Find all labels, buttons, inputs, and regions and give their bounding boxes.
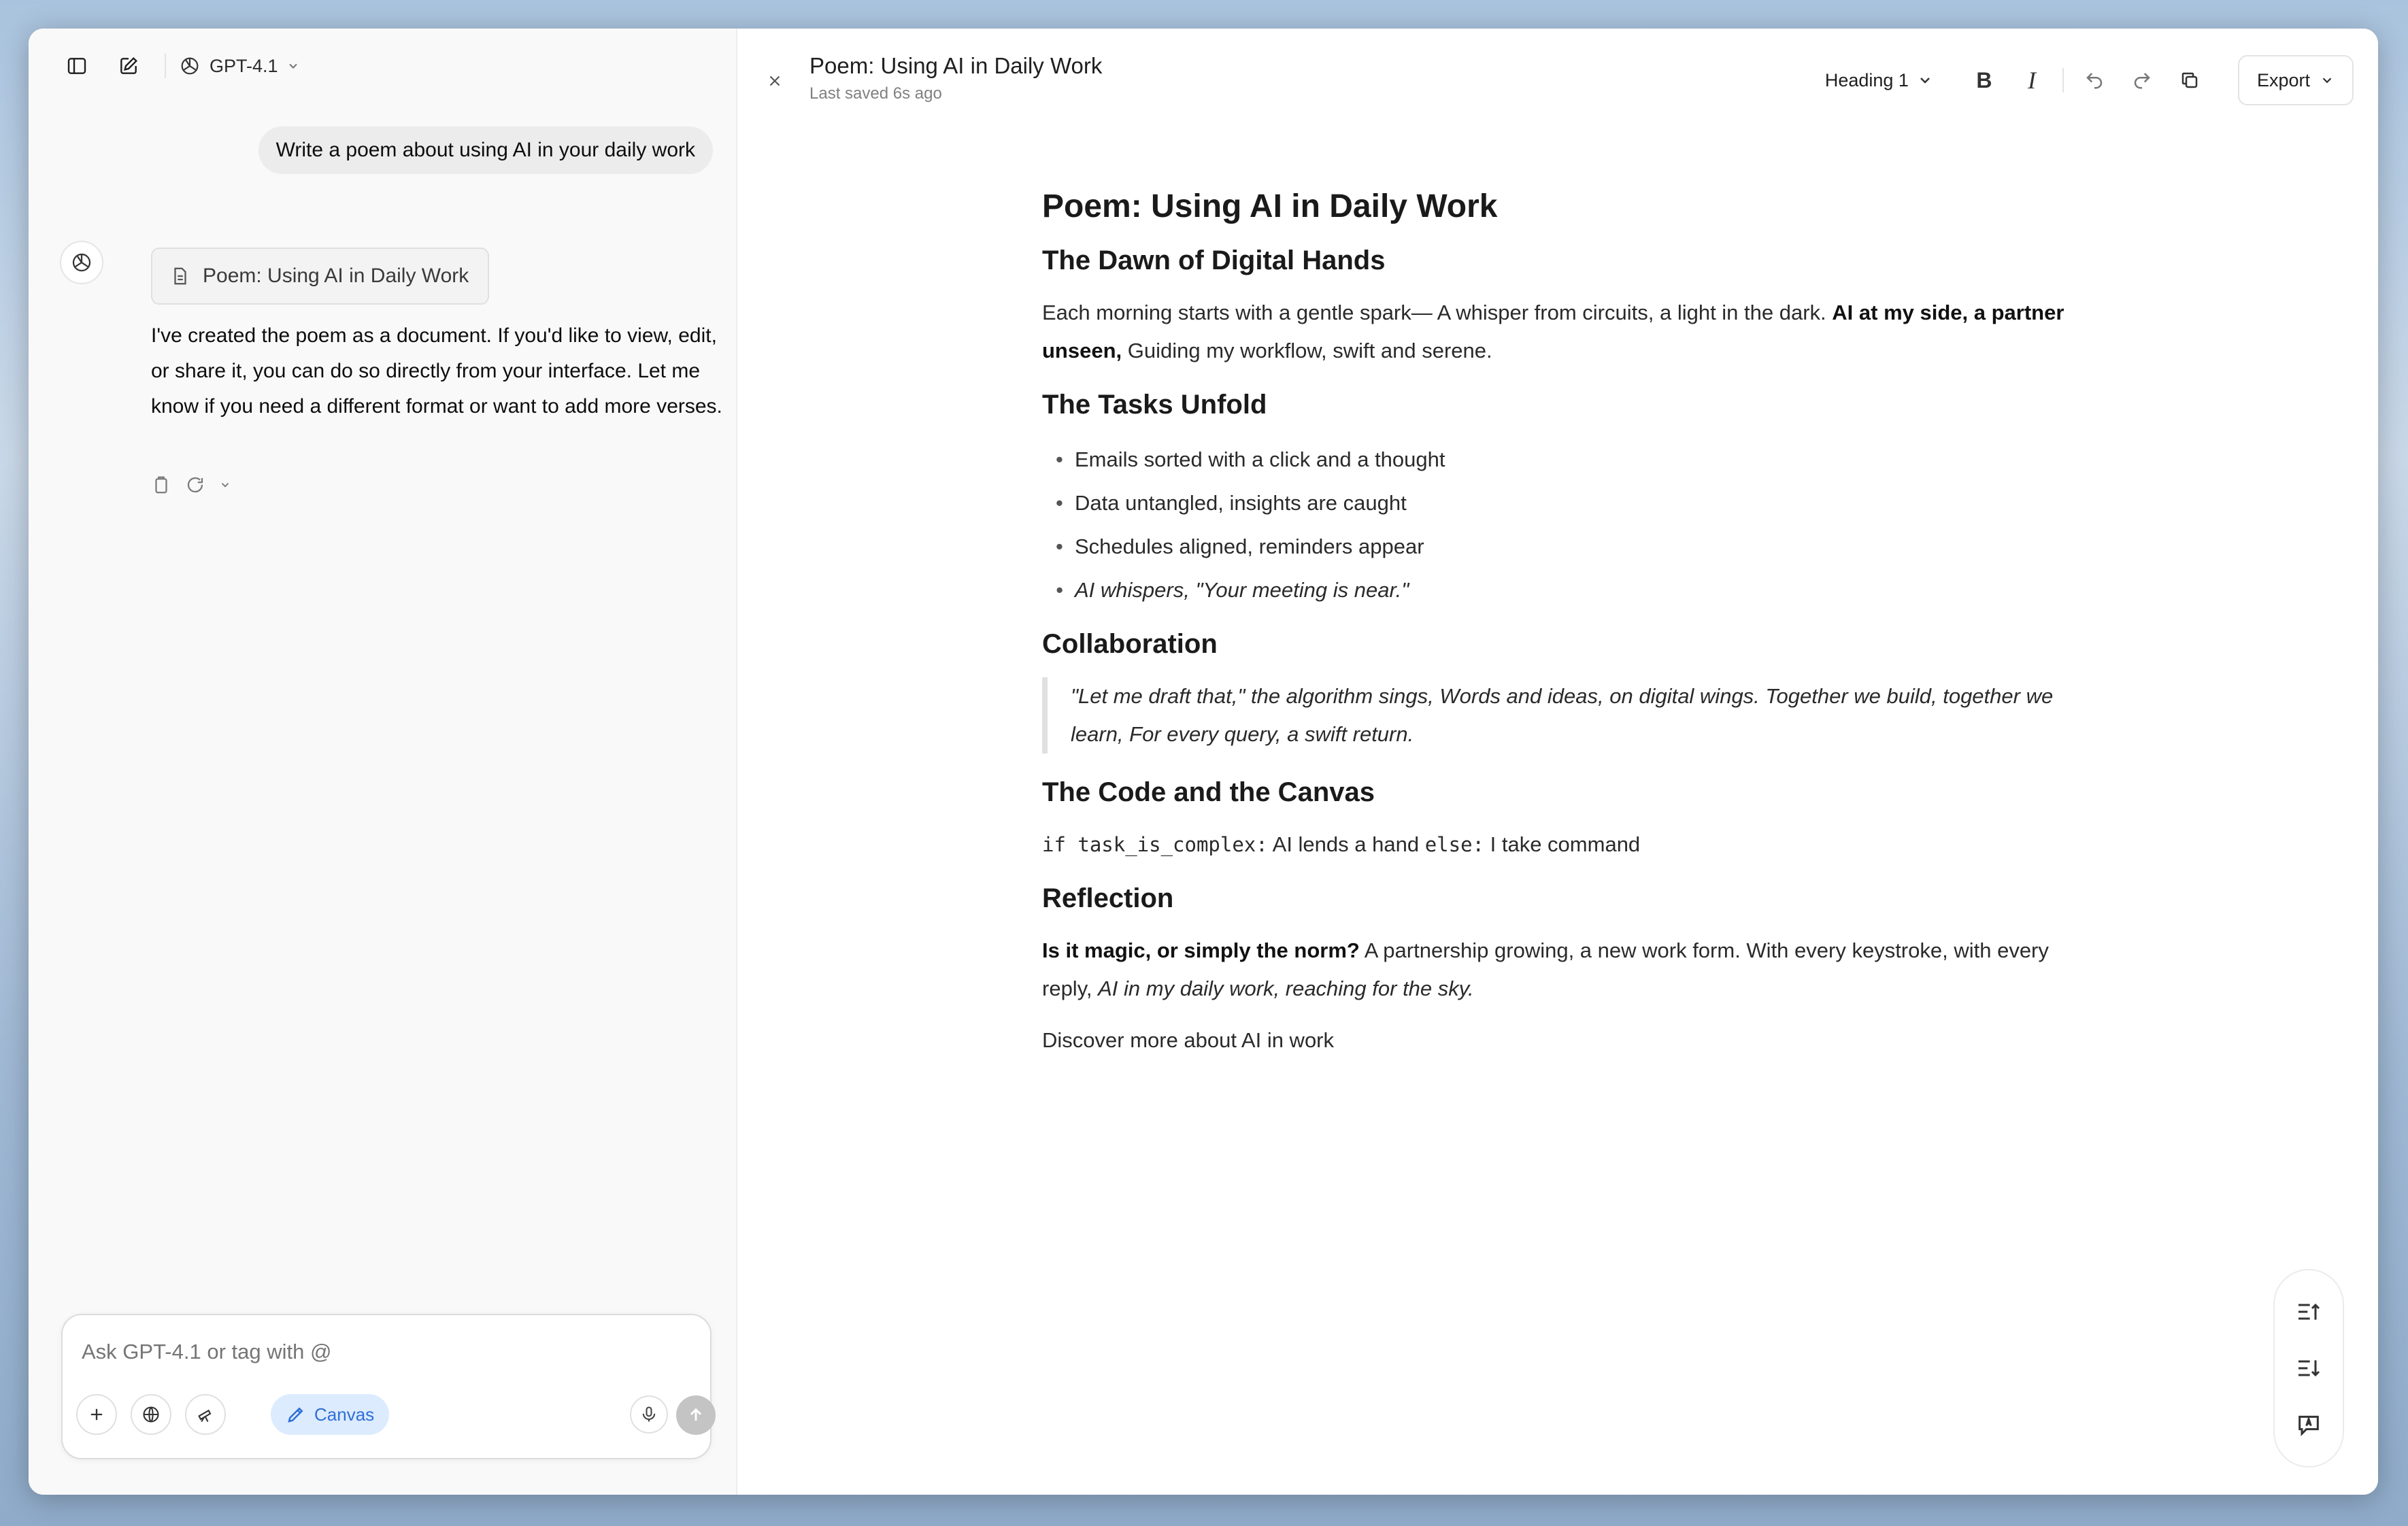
section-heading: Collaboration (1042, 629, 1218, 659)
chevron-down-icon (1917, 72, 1933, 88)
canvas-toggle-button[interactable] (271, 1394, 389, 1435)
copy-document-icon[interactable] (2166, 56, 2213, 104)
export-label: Export (2256, 69, 2310, 90)
inline-code: else: (1424, 833, 1485, 856)
list-item: • Schedules aligned, reminders appear (1042, 525, 2103, 569)
regenerate-options-chevron-icon[interactable] (219, 479, 231, 494)
attach-plus-icon[interactable] (76, 1394, 117, 1435)
bold-button[interactable]: B (1976, 67, 1992, 92)
chevron-down-icon (2320, 73, 2335, 88)
list-item: • Data untangled, insights are caught (1042, 481, 2103, 525)
canvas-side-tools (2273, 1269, 2344, 1468)
footer-line: Discover more about AI in work (1042, 1028, 1335, 1052)
redo-icon[interactable] (2118, 56, 2166, 104)
italic-text: AI in my daily work, reaching for the sky. (1098, 977, 1474, 1000)
sidebar-toggle-icon[interactable] (58, 48, 95, 84)
text-run: Each morning starts with a gentle spark— A whisper from circuits, a light in the dark. (1042, 301, 1833, 324)
new-chat-icon[interactable] (110, 48, 147, 84)
text-run: AI lends a hand (1267, 832, 1425, 856)
saved-status: Last saved 6s ago (809, 84, 942, 103)
toolbar-divider (2062, 68, 2064, 92)
assistant-avatar-icon (60, 241, 103, 284)
editor-title: Poem: Using AI in Daily Work (809, 53, 1103, 78)
bullet-list (1042, 438, 2103, 612)
bold-text: AI at my side, a partner unseen, (1042, 301, 2064, 362)
telescope-icon[interactable] (185, 1394, 226, 1435)
decrease-length-icon[interactable] (2288, 1348, 2329, 1389)
topbar-divider (165, 54, 166, 78)
undo-icon[interactable] (2071, 56, 2118, 104)
document-chip-title: Poem: Using AI in Daily Work (203, 265, 469, 287)
document-title: Poem: Using AI in Daily Work (1042, 188, 1498, 224)
list-item: • Emails sorted with a click and a thought (1042, 438, 2103, 481)
chat-panel (29, 29, 736, 1495)
text-run: A partnership growing, a new work form. With every keystroke, with every reply, (1042, 938, 2049, 1000)
bold-text: Is it magic, or simply the norm? (1042, 938, 1360, 962)
section-heading: The Dawn of Digital Hands (1042, 245, 1386, 275)
increase-length-icon[interactable] (2288, 1291, 2329, 1332)
section-heading: The Tasks Unfold (1042, 390, 1267, 420)
blockquote: "Let me draft that," the algorithm sings, Words and ideas, on digital wings. Together we build, together we learn, For every query, a swift return. (1042, 677, 2103, 753)
send-arrow-icon[interactable] (676, 1395, 716, 1435)
message-actions (151, 475, 231, 498)
composer-input[interactable] (82, 1340, 680, 1364)
user-message: Write a poem about using AI in your daily work (258, 126, 713, 174)
regenerate-icon[interactable] (185, 475, 205, 498)
model-name: GPT-4.1 (210, 55, 278, 76)
microphone-icon[interactable] (630, 1395, 668, 1434)
suggest-edits-comment-icon[interactable] (2288, 1404, 2329, 1445)
app-window (29, 29, 2378, 1495)
list-item: • AI whispers, "Your meeting is near." (1042, 569, 2103, 612)
canvas-editor-panel (736, 29, 2378, 1495)
inline-code: if task_is_complex: (1042, 833, 1268, 856)
canvas-pen-icon (286, 1404, 306, 1425)
close-icon[interactable] (758, 64, 792, 98)
message-composer (61, 1314, 712, 1459)
paragraph (1042, 826, 2103, 864)
section-heading: Reflection (1042, 883, 1174, 913)
paragraph (1042, 294, 2103, 370)
chevron-down-icon (286, 59, 300, 73)
paragraph (1042, 932, 2103, 1008)
document-chip[interactable] (151, 248, 489, 305)
document-icon (170, 266, 190, 286)
copy-icon[interactable] (151, 475, 171, 498)
section-heading: The Code and the Canvas (1042, 777, 1375, 807)
export-button[interactable] (2238, 55, 2354, 105)
text-run: Guiding my workflow, swift and serene. (1122, 339, 1492, 362)
canvas-label: Canvas (314, 1404, 375, 1425)
document-body[interactable] (1042, 182, 2103, 1073)
model-selector[interactable] (178, 54, 300, 78)
heading-style-label: Heading 1 (1824, 69, 1909, 90)
text-run: I take command (1484, 832, 1641, 856)
italic-button[interactable]: I (2027, 67, 2036, 94)
assistant-reply-text: I've created the poem as a document. If you'd like to view, edit, or share it, you can do so directly from your interface. Let me know if you need a different format or want to add more verses. (151, 324, 722, 418)
heading-style-select[interactable] (1825, 70, 1933, 91)
editor-toolbar (1825, 53, 2354, 107)
chat-topbar (29, 29, 736, 103)
openai-logo-icon (178, 54, 201, 78)
web-search-globe-icon[interactable] (131, 1394, 171, 1435)
